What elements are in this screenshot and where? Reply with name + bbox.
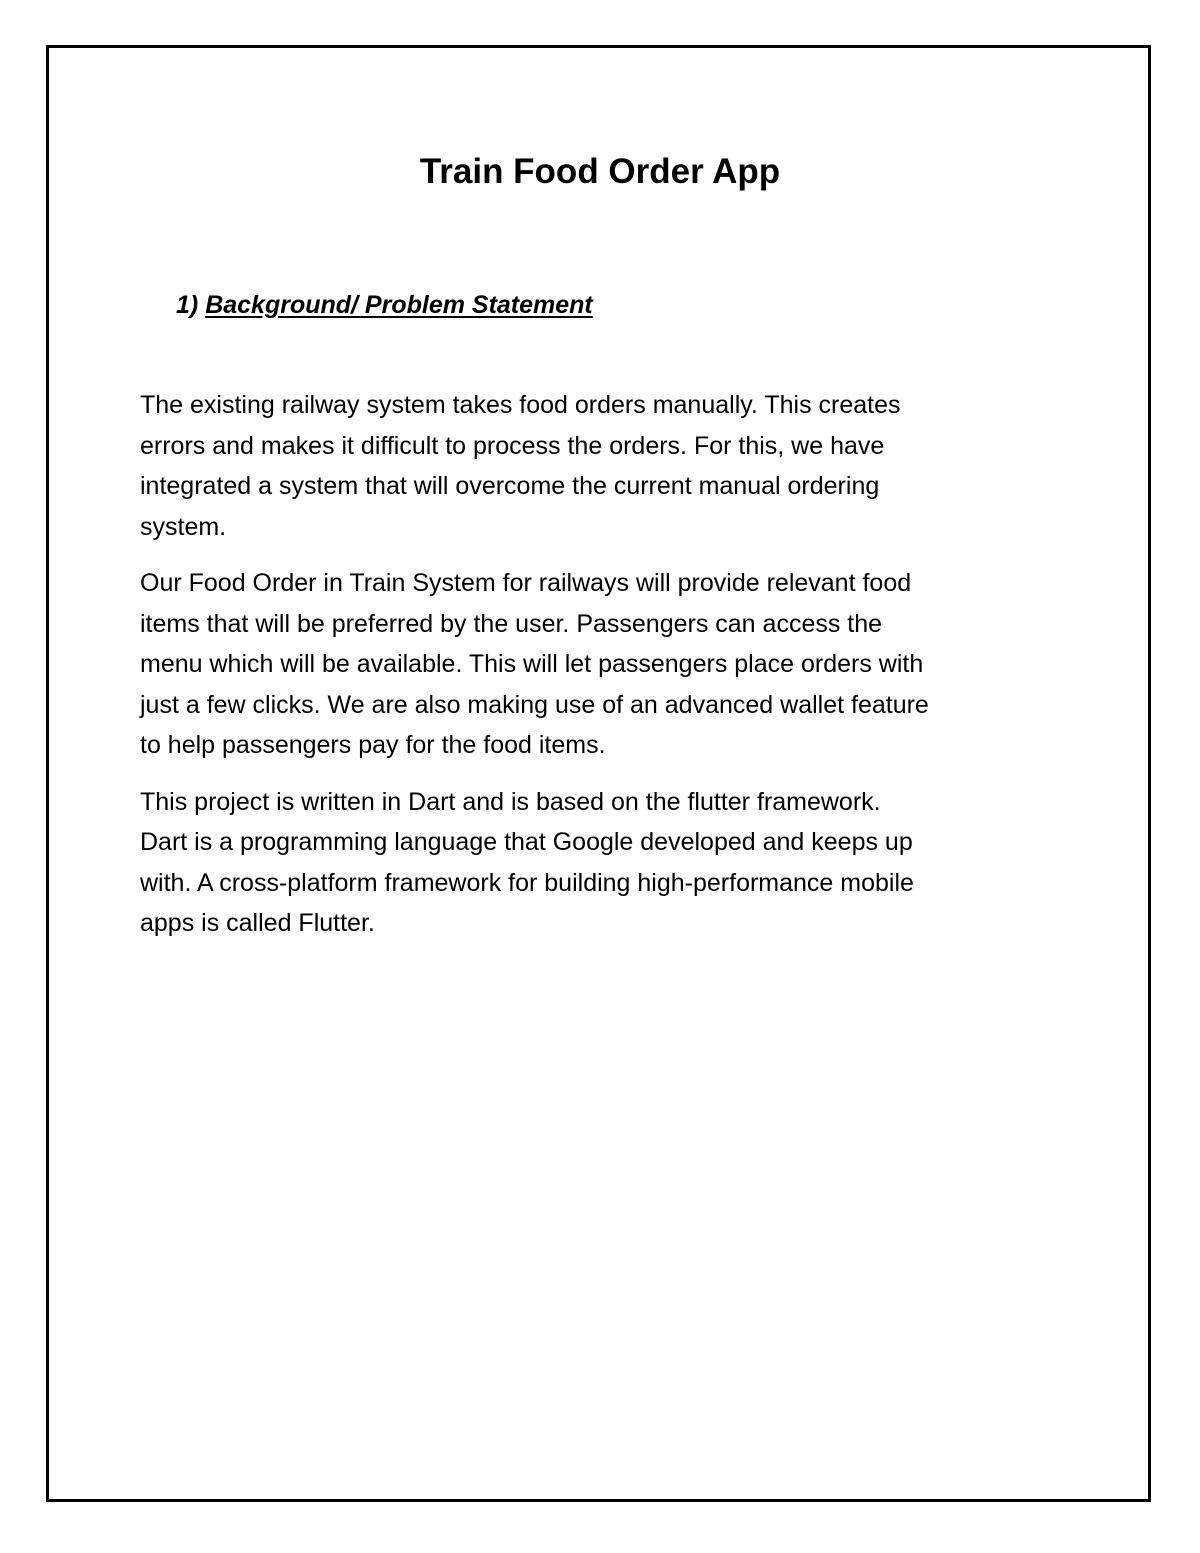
paragraph-line: Our Food Order in Train System for railways will provide relevant food bbox=[140, 569, 912, 597]
section-heading-text: Background/ Problem Statement bbox=[205, 291, 593, 319]
paragraph-line: errors and makes it difficult to process the orders. For this, we have bbox=[140, 431, 885, 460]
paragraph-line: integrated a system that will overcome the current manual ordering bbox=[140, 472, 880, 500]
paragraph-line: menu which will be available. This will let passengers place orders with bbox=[140, 650, 924, 678]
paragraph-line: apps is called Flutter. bbox=[140, 909, 375, 937]
paragraph-line: items that will be preferred by the user. Passengers can access the bbox=[140, 609, 883, 638]
paragraph-technology bbox=[140, 782, 1080, 944]
section-number: 1) bbox=[176, 291, 199, 319]
body-text bbox=[140, 385, 1080, 960]
paragraph-line: with. A cross-platform framework for building high-performance mobile bbox=[140, 868, 914, 897]
paragraph-line: just a few clicks. We are also making use of an advanced wallet feature bbox=[140, 690, 929, 719]
paragraph-line: to help passengers pay for the food items. bbox=[140, 731, 606, 759]
paragraph-line: Dart is a programming language that Google developed and keeps up bbox=[140, 828, 913, 856]
paragraph-line: This project is written in Dart and is based on the flutter framework. bbox=[140, 787, 881, 816]
paragraph-line: The existing railway system takes food orders manually. This creates bbox=[140, 391, 901, 419]
paragraph-line: system. bbox=[140, 512, 227, 541]
paragraph-problem bbox=[140, 385, 1080, 547]
paragraph-solution bbox=[140, 563, 1080, 766]
section-heading bbox=[176, 288, 593, 322]
document-title: Train Food Order App bbox=[419, 152, 781, 191]
